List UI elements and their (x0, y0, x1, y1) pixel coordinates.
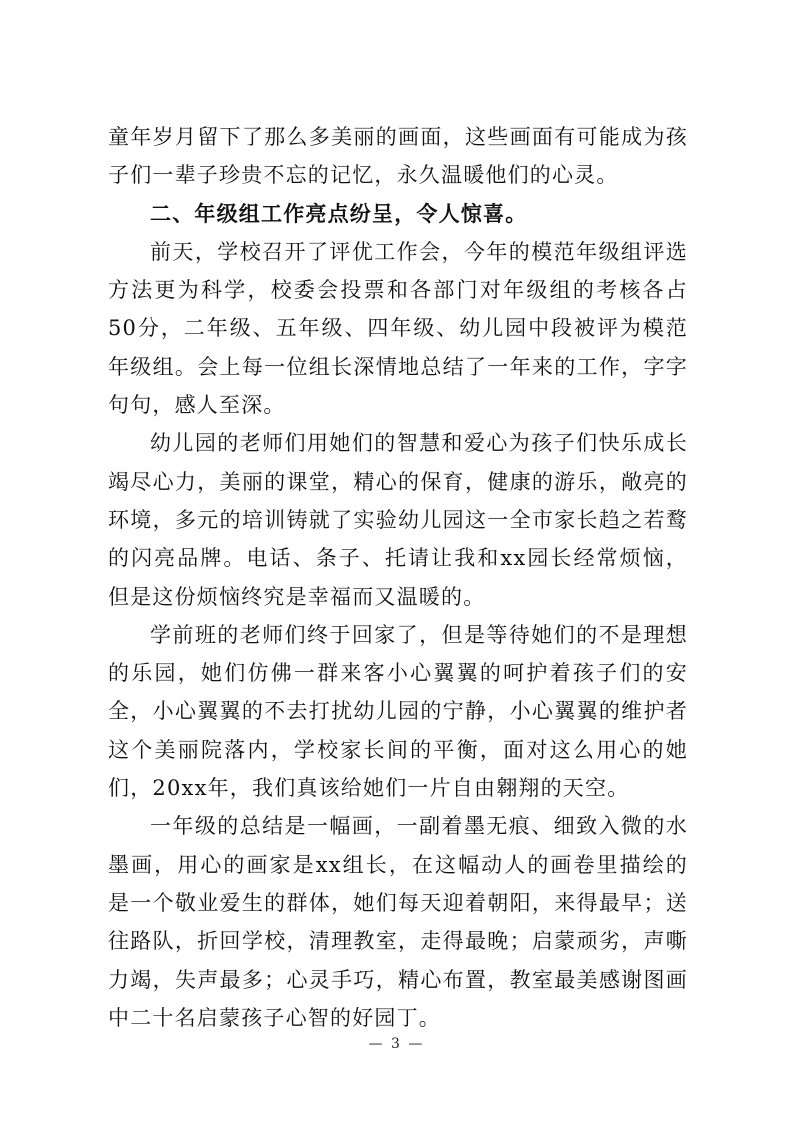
page-number: — 3 — (368, 1036, 425, 1052)
paragraph-preschool-class: 学前班的老师们终于回家了，但是等待她们的不是理想的乐园，她们仿佛一群来客小心翼翼的呵护着孩子们的安全，小心翼翼的不去打扰幼儿园的宁静，小心翼翼的维护者这个美丽院落内，学校家长间的平衡，面对这么用心的她们，20xx年，我们真该给她们一片自由翱翔的天空。 (108, 622, 688, 801)
page-body (108, 118, 688, 1037)
paragraph-continuation: 童年岁月留下了那么多美丽的画面，这些画面有可能成为孩子们一辈子珍贵不忘的记忆，永久温暖他们的心灵。 (108, 125, 688, 188)
paragraph-first-grade: 一年级的总结是一幅画，一副着墨无痕、细致入微的水墨画，用心的画家是xx组长，在这幅动人的画卷里描绘的是一个敬业爱生的群体，她们每天迎着朝阳，来得最早；送往路队，折回学校，清理教室，走得最晚；启蒙顽劣，声嘶力竭，失声最多；心灵手巧，精心布置，教室最美感谢图画中二十名启蒙孩子心智的好园丁。 (108, 814, 688, 1030)
section-heading: 二、年级组工作亮点纷呈，令人惊喜。 (150, 201, 528, 226)
paragraph-kindergarten: 幼儿园的老师们用她们的智慧和爱心为孩子们快乐成长竭尽心力，美丽的课堂，精心的保育，健康的游乐，敞亮的环境，多元的培训铸就了实验幼儿园这一全市家长趋之若鹜的闪亮品牌。电话、条子、托请让我和xx园长经常烦恼，但是这份烦恼终究是幸福而又温暖的。 (108, 431, 688, 609)
paragraph-evaluation-meeting: 前天，学校召开了评优工作会，今年的模范年级组评选方法更为科学，校委会投票和各部门对年级组的考核各占50分，二年级、五年级、四年级、幼儿园中段被评为模范年级组。会上每一位组长深情地总结了一年来的工作，字字句句，感人至深。 (108, 239, 688, 418)
